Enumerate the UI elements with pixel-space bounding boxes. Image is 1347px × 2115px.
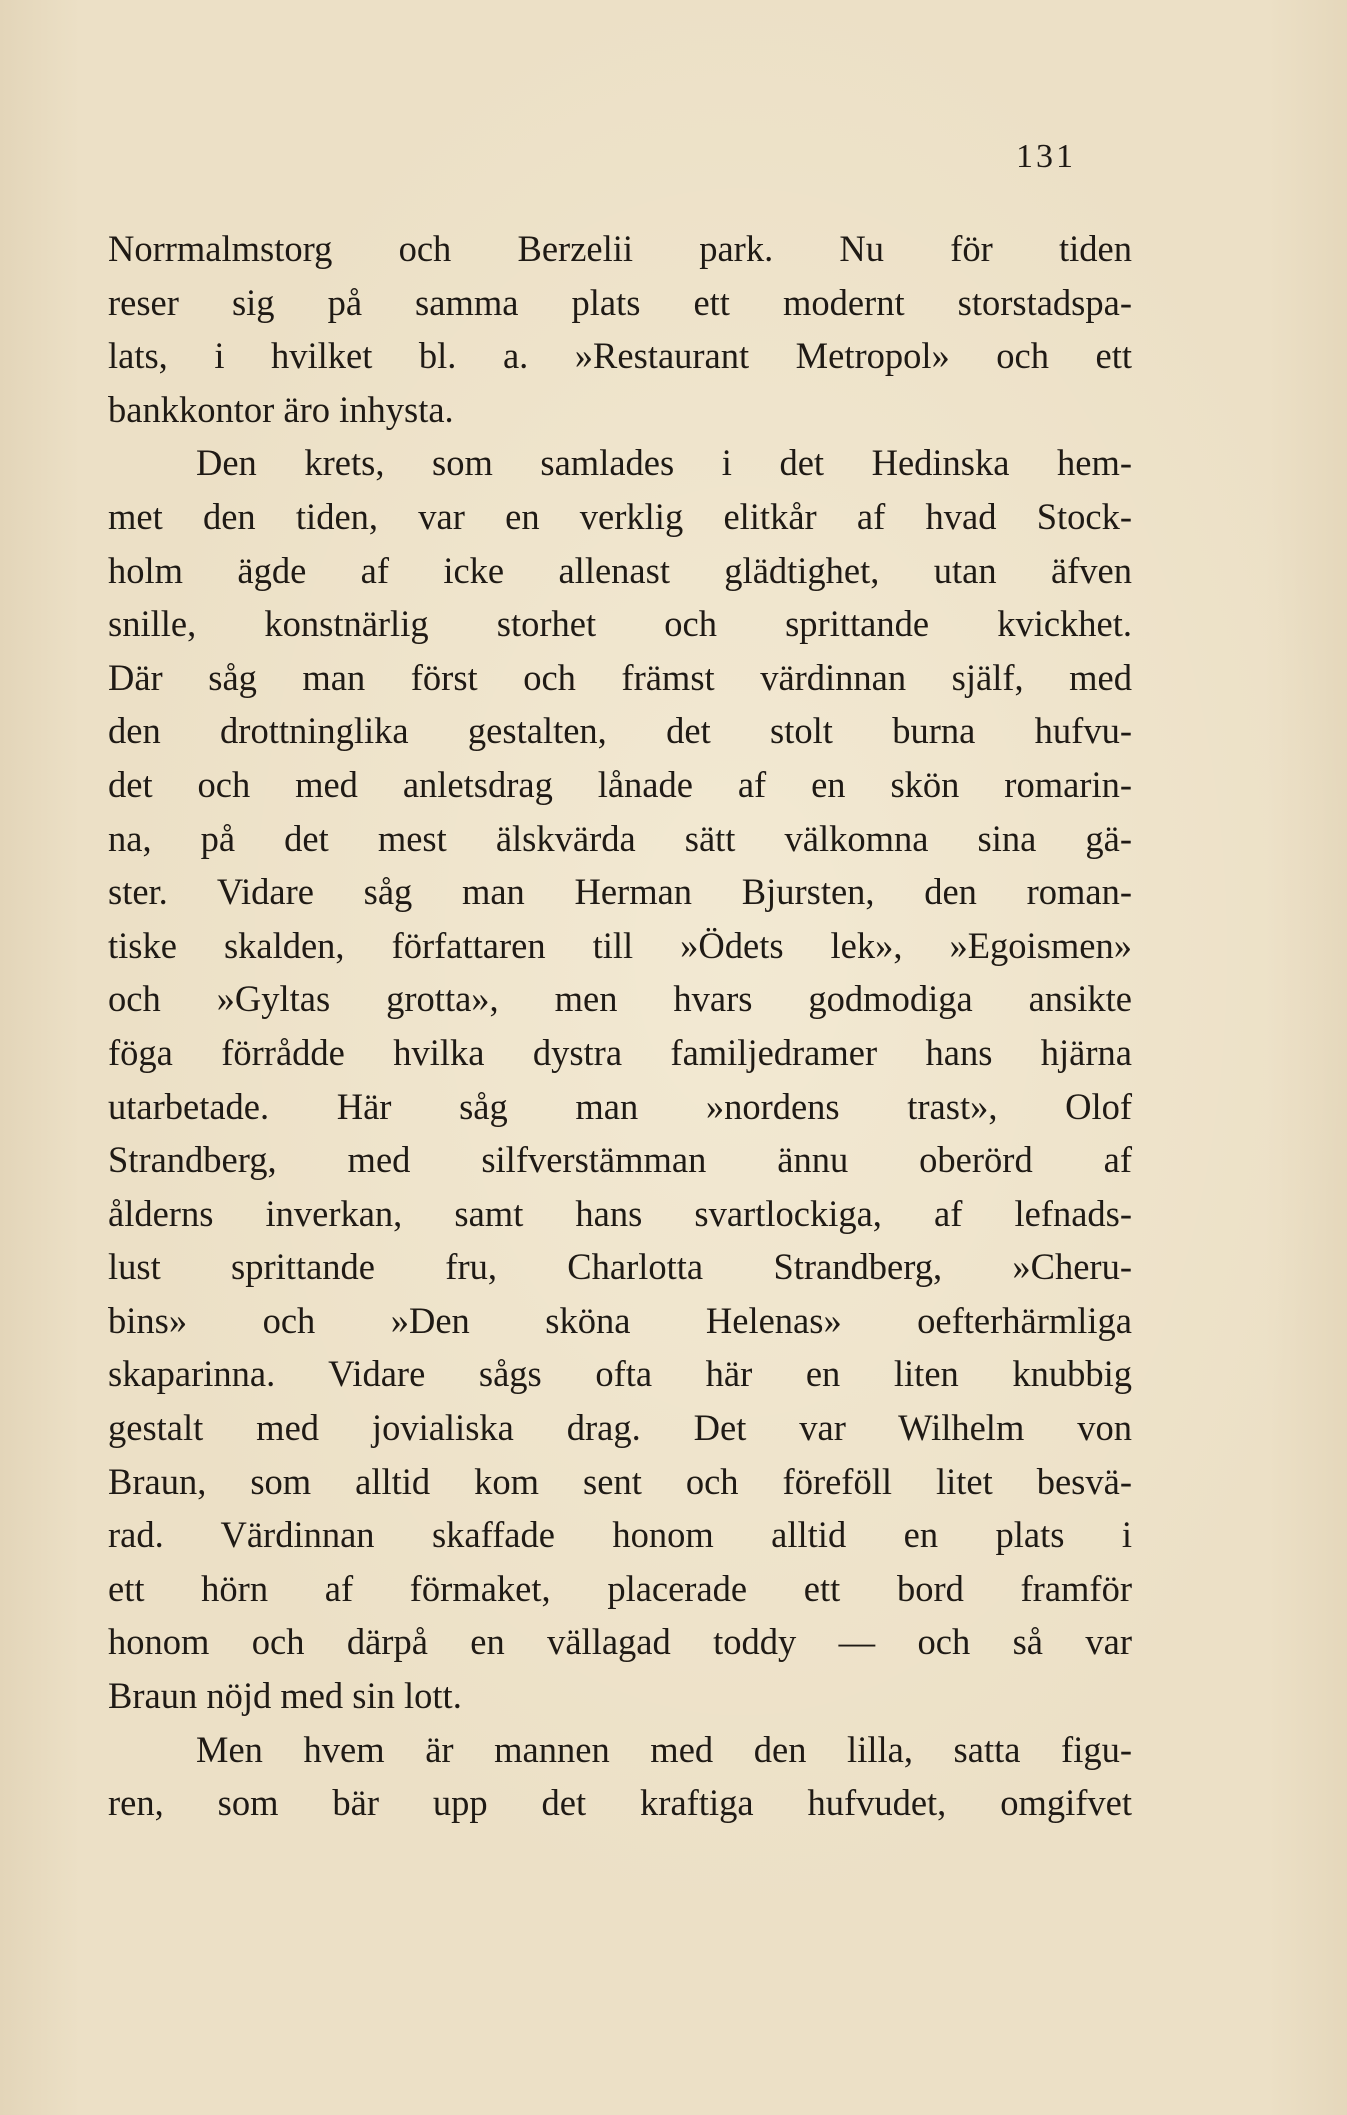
text-line: na, på det mest älskvärda sätt välkomna sina gä- <box>108 817 1132 859</box>
text-line: och »Gyltas grotta», men hvars godmodiga ansikte <box>108 978 1132 1020</box>
text-line: met den tiden, var en verklig elitkår af hvad Stock- <box>108 495 1132 537</box>
text-line: det och med anletsdrag lånade af en skön romarin- <box>108 763 1132 805</box>
text-line: reser sig på samma plats ett modernt storstadspa- <box>108 281 1132 323</box>
text-line: Braun nöjd med sin lott. <box>108 1675 462 1717</box>
text-line: Braun, som alltid kom sent och föreföll litet besvä- <box>108 1460 1132 1502</box>
text-line: Strandberg, med silfverstämman ännu oberörd af <box>108 1139 1132 1181</box>
text-line: Där såg man först och främst värdinnan själf, med <box>108 656 1132 698</box>
text-line: holm ägde af icke allenast glädtighet, utan äfven <box>108 549 1132 591</box>
text-line: den drottninglika gestalten, det stolt burna hufvu- <box>108 710 1132 752</box>
text-line: tiske skalden, författaren till »Ödets lek», »Egoismen» <box>108 924 1132 966</box>
text-line: lats, i hvilket bl. a. »Restaurant Metropol» och ett <box>108 335 1132 377</box>
text-line: Men hvem är mannen med den lilla, satta figu- <box>196 1728 1132 1770</box>
text-line: honom och därpå en vällagad toddy — och så var <box>108 1621 1132 1663</box>
body-text <box>108 222 1132 1830</box>
text-line: utarbetade. Här såg man »nordens trast», Olof <box>108 1085 1132 1127</box>
text-line: snille, konstnärlig storhet och sprittande kvickhet. <box>108 603 1132 645</box>
text-line: ren, som bär upp det kraftiga hufvudet, omgifvet <box>108 1782 1132 1824</box>
text-line: gestalt med jovialiska drag. Det var Wilhelm von <box>108 1407 1132 1449</box>
text-line: Den krets, som samlades i det Hedinska hem- <box>196 442 1132 484</box>
text-line: ett hörn af förmaket, placerade ett bord framför <box>108 1567 1132 1609</box>
text-line: skaparinna. Vidare sågs ofta här en liten knubbig <box>108 1353 1132 1395</box>
text-line: föga förrådde hvilka dystra familjedramer hans hjärna <box>108 1031 1132 1073</box>
text-line: lust sprittande fru, Charlotta Strandberg, »Cheru- <box>108 1246 1132 1288</box>
page-number: 131 <box>1016 138 1076 175</box>
text-line: Norrmalmstorg och Berzelii park. Nu för tiden <box>108 228 1132 269</box>
text-line: bins» och »Den sköna Helenas» oefterhärmliga <box>108 1299 1132 1341</box>
text-line: ster. Vidare såg man Herman Bjursten, den roman- <box>108 871 1132 913</box>
text-line: bankkontor äro inhysta. <box>108 388 454 430</box>
text-line: ålderns inverkan, samt hans svartlockiga, af lefnads- <box>108 1192 1132 1234</box>
text-line: rad. Värdinnan skaffade honom alltid en plats i <box>108 1514 1132 1556</box>
